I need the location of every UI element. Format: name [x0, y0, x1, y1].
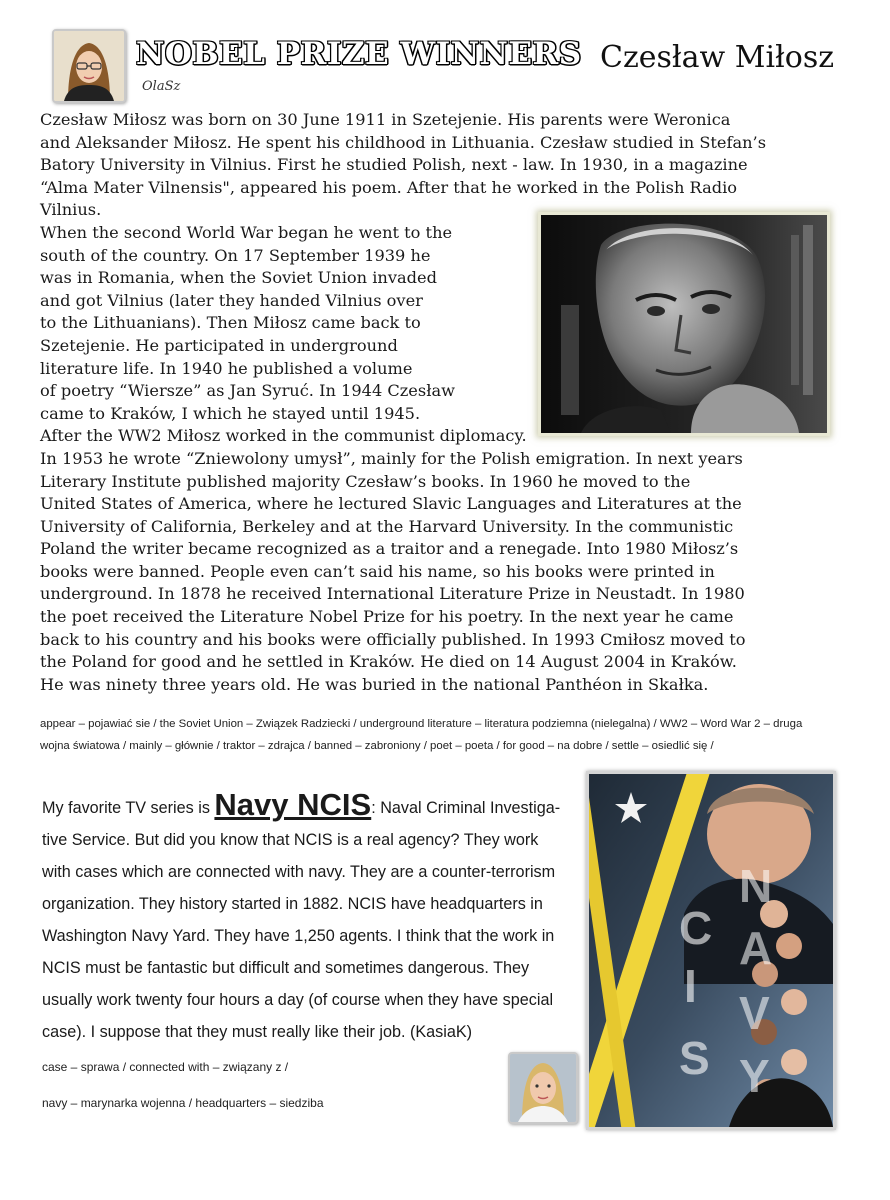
- article-line: back to his country and his books were officially published. In 1993 Cmiłosz moved to: [40, 629, 746, 649]
- article-line: Poland the writer became recognized as a traitor and a renegade. Into 1980 Miłosz’s: [40, 539, 739, 559]
- poster-letter-n: N: [739, 860, 773, 912]
- article-line: When the second World War began he went to the: [40, 222, 453, 242]
- article-line: United States of America, where he lectured Slavic Languages and Literatures at the: [40, 494, 742, 514]
- tv-first-rest: : Naval Criminal Investiga-: [371, 799, 561, 817]
- article-line: was in Romania, when the Soviet Union invaded: [40, 268, 437, 288]
- article-line: Batory University in Vilnius. First he studied Polish, next - law. In 1930, in a magazine: [40, 155, 748, 175]
- article-line: the Poland for good and he settled in Kraków. He died on 14 August 2004 in Kraków.: [40, 652, 737, 672]
- tv-first-line: [42, 789, 560, 824]
- article-line: Literary Institute published majority Czesław’s books. In 1960 he moved to the: [40, 471, 691, 491]
- author-signature: OlaSz: [142, 79, 181, 94]
- article-line: and Aleksander Miłosz. He spent his childhood in Lithuania. Czesław studied in Stefan’s: [40, 132, 767, 152]
- tv-glossary-line: navy – marynarka wojenna / headquarters – siedziba: [42, 1096, 324, 1110]
- article-line: came to Kraków, I which he stayed until 1945.: [40, 403, 421, 423]
- glossary-line: appear – pojawiać sie / the Soviet Union – Związek Radziecki / underground literature – literatura podziemna (nielegalna) / WW2 – Word War 2 – druga: [40, 718, 803, 730]
- page-title: NOBEL PRIZE WINNERS: [136, 36, 582, 72]
- tv-line: usually work twenty four hours a day (of course when they have special: [42, 991, 554, 1009]
- svg-text:S: S: [679, 1032, 710, 1084]
- tv-line: NCIS must be fantastic but difficult and sometimes dangerous. They: [42, 959, 530, 977]
- article-line: underground. In 1878 he received International Literature Prize in Neustadt. In 1980: [40, 584, 745, 604]
- article-line: “Alma Mater Vilnensis", appeared his poem. After that he worked in the Polish Radio: [40, 177, 738, 197]
- glossary-line: wojna światowa / mainly – głównie / traktor – zdrajca / banned – zabroniony / poet – poeta / for good – na dobre / settle – osiedlić się /: [40, 740, 714, 752]
- tv-line: with cases which are connected with navy. They are a counter-terrorism: [42, 863, 556, 881]
- ncis-poster: [586, 771, 836, 1130]
- article-line: University of California, Berkeley and at the Harvard University. In the communistic: [40, 516, 734, 536]
- kasia-avatar: [508, 1052, 578, 1124]
- article-glossary: [40, 713, 802, 757]
- article-line: After the WW2 Miłosz worked in the communist diplomacy.: [40, 426, 527, 446]
- article-line: Szetejenie. He participated in underground: [40, 335, 398, 355]
- article-line: books were banned. People even can’t said his name, so his books were printed in: [40, 561, 715, 581]
- tv-line: tive Service. But did you know that NCIS is a real agency? They work: [42, 831, 539, 849]
- article-line: Vilnius.: [40, 200, 102, 220]
- svg-text:A: A: [739, 922, 773, 974]
- svg-text:Y: Y: [739, 1050, 770, 1102]
- article-line: and got Vilnius (later they handed Vilnius over: [40, 290, 423, 310]
- article-line: He was ninety three years old. He was buried in the national Panthéon in Skałka.: [40, 674, 709, 694]
- article-line: literature life. In 1940 he published a volume: [40, 358, 413, 378]
- article-line: In 1953 he wrote “Zniewolony umysł”, mainly for the Polish emigration. In next years: [40, 448, 743, 468]
- article-line: the poet received the Literature Nobel Prize for his poetry. In the next year he came: [40, 607, 734, 627]
- svg-text:V: V: [739, 987, 770, 1039]
- tv-series-paragraph: [42, 789, 560, 1048]
- tv-intro: My favorite TV series is: [42, 799, 215, 817]
- svg-text:I: I: [684, 960, 697, 1012]
- tv-line: organization. They history started in 1882. NCIS have headquarters in: [42, 895, 543, 913]
- article-line: Czesław Miłosz was born on 30 June 1911 in Szetejenie. His parents were Weronica: [40, 110, 731, 129]
- article-line: to the Lithuanians). Then Miłosz came back to: [40, 313, 421, 333]
- svg-text:C: C: [679, 902, 713, 954]
- tv-line: case). I suppose that they must really like their job. (KasiaK): [42, 1023, 473, 1041]
- show-title: Navy NCIS: [214, 787, 372, 822]
- tv-line: Washington Navy Yard. They have 1,250 agents. I think that the work in: [42, 927, 555, 945]
- milosz-portrait: [538, 212, 830, 436]
- author-avatar: [52, 29, 126, 103]
- subject-name: Czesław Miłosz: [600, 40, 835, 75]
- article-line: south of the country. On 17 September 1939 he: [40, 245, 431, 265]
- article-line: of poetry “Wiersze” as Jan Syruć. In 1944 Czesław: [40, 381, 455, 401]
- tv-glossary-line: case – sprawa / connected with – związany z /: [42, 1060, 289, 1074]
